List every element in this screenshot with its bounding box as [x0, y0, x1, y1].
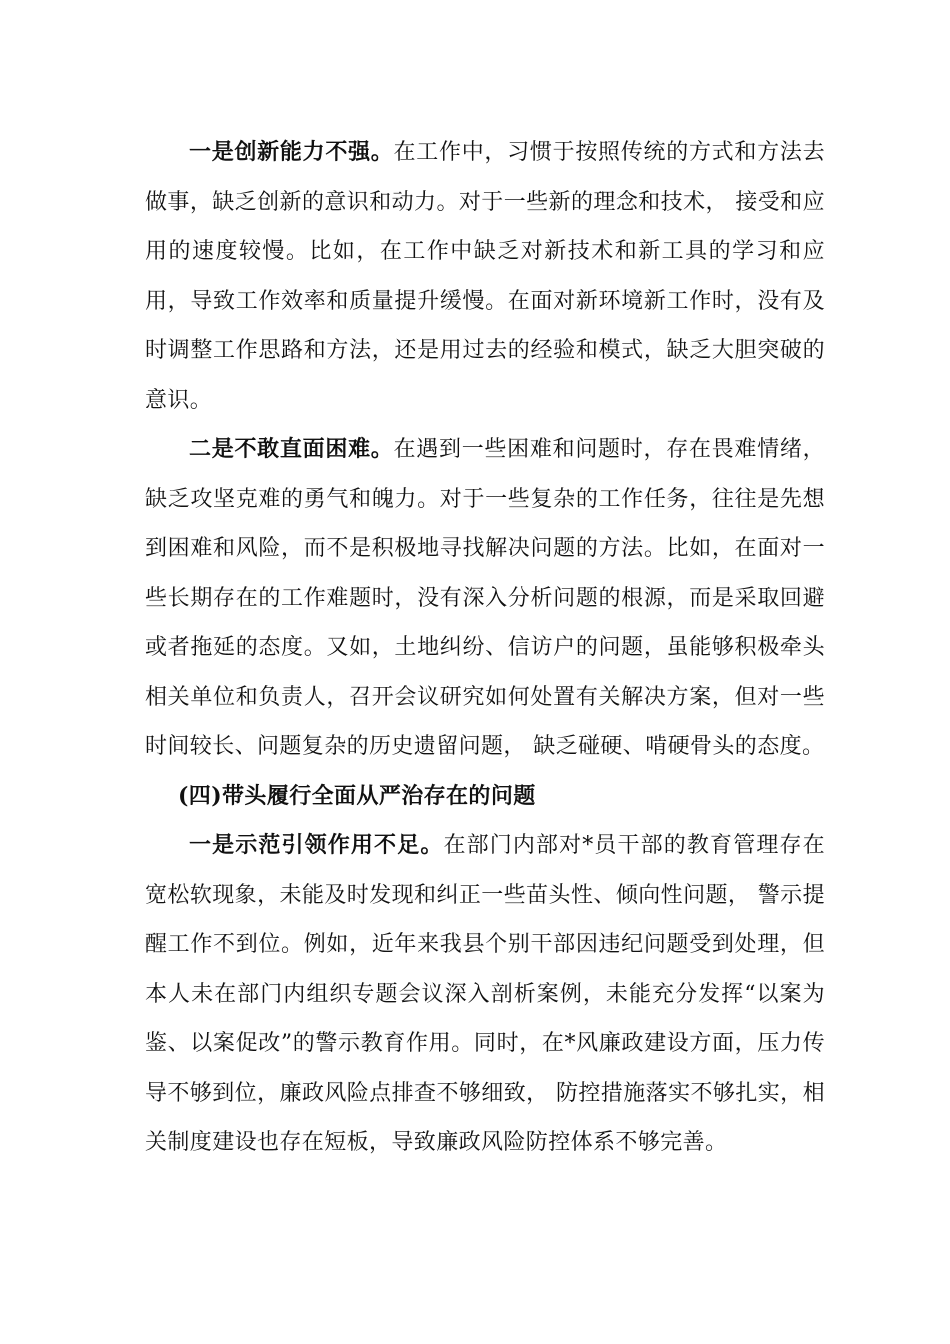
paragraph-leadership: [145, 821, 825, 1168]
paragraph-difficulty: [145, 425, 825, 772]
paragraph-lead: 一是创新能力不强。: [189, 139, 394, 165]
document-body: [145, 128, 825, 1168]
section-heading: (四)带头履行全面从严治存在的问题: [178, 782, 536, 809]
paragraph-text: 在工作中，习惯于按照传统的方式和方法去做事，缺乏创新的意识和动力。对于一些新的理念和技术， 接受和应用的速度较慢。比如，在工作中缺乏对新技术和新工具的学习和应用，导致工作效率和质量提升缓慢。在面对新环境新工作时，没有及时调整工作思路和方法，还是用过去的经验和模式，缺乏大胆突破的意识。: [145, 140, 825, 413]
paragraph-innovation: [145, 128, 825, 425]
paragraph-lead: 二是不敢直面困难。: [189, 436, 394, 462]
paragraph-lead: 一是示范引领作用不足。: [189, 832, 444, 858]
paragraph-text: 在部门内部对*员干部的教育管理存在宽松软现象，未能及时发现和纠正一些苗头性、倾向性问题， 警示提醒工作不到位。例如，近年来我县个别干部因违纪问题受到处理，但本人未在部门内组织专题会议深入剖析案例，未能充分发挥“以案为鉴、以案促改”的警示教育作用。同时，在*风廉政建设方面，压力传导不够到位，廉政风险点排查不够细致， 防控措施落实不够扎实，相关制度建设也存在短板，导致廉政风险防控体系不够完善。: [145, 833, 825, 1155]
paragraph-text: 在遇到一些困难和问题时，存在畏难情绪，缺乏攻坚克难的勇气和魄力。对于一些复杂的工作任务，往往是先想到困难和风险，而不是积极地寻找解决问题的方法。比如，在面对一些长期存在的工作难题时，没有深入分析问题的根源，而是采取回避或者拖延的态度。又如，土地纠纷、信访户的问题，虽能够积极牵头相关单位和负责人，召开会议研究如何处置有关解决方案，但对一些时间较长、问题复杂的历史遗留问题， 缺乏碰硬、啃硬骨头的态度。: [145, 437, 825, 759]
